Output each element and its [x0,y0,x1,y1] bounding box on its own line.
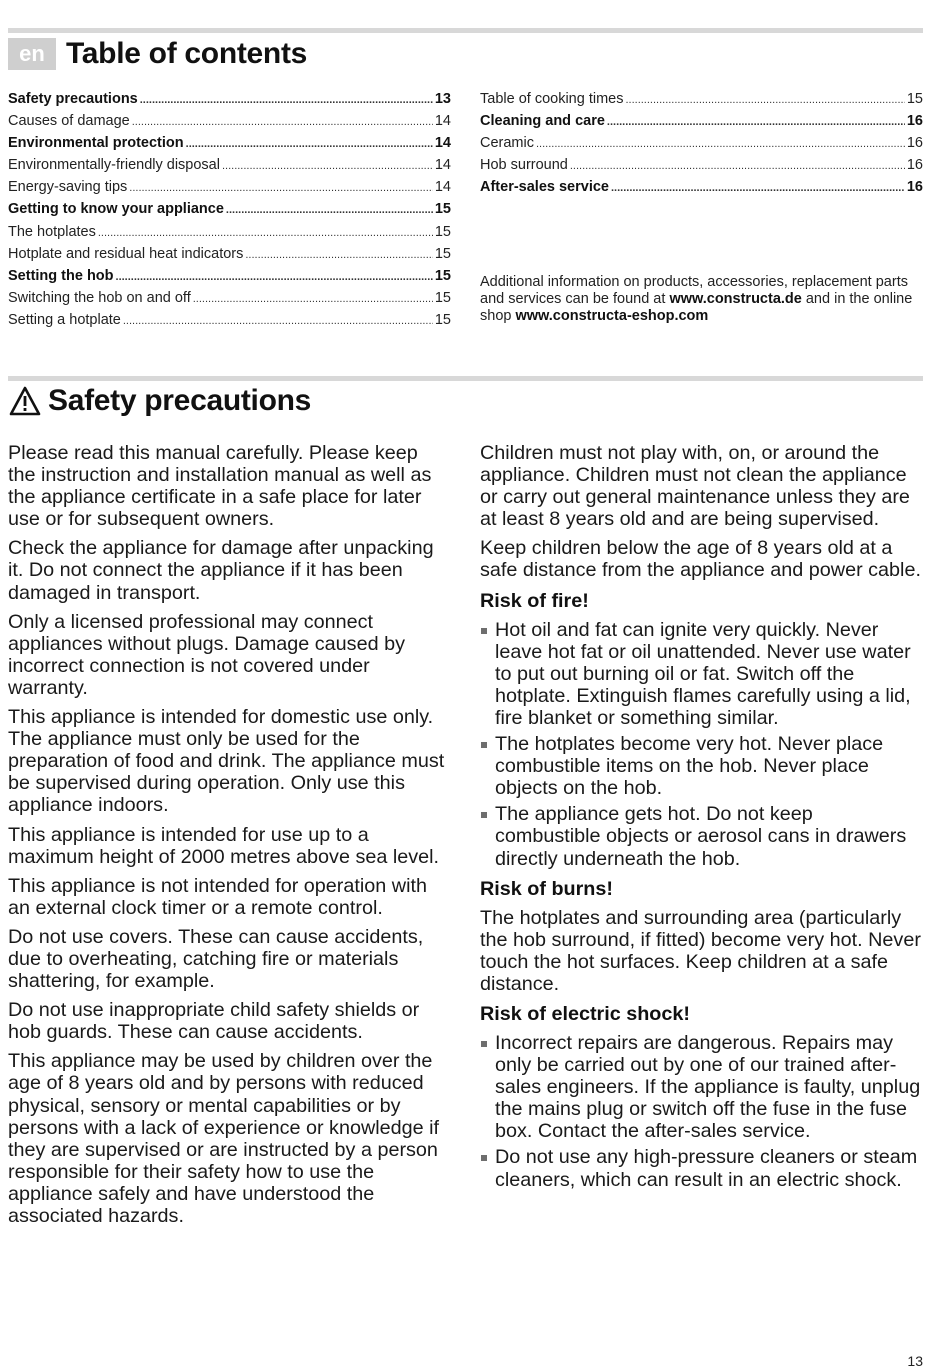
toc-entry-page: 14 [434,179,451,196]
bullet-item: The hotplates become very hot. Never place combustible items on the hob. Never place objects on the hob. [480,733,922,799]
toc-entry[interactable] [480,91,923,113]
risk-of-burns-heading: Risk of burns! [480,877,613,900]
safety-paragraph: Do not use inappropriate child safety shields or hob guards. These can cause accidents. [8,999,420,1044]
toc-leader-dots [129,182,433,194]
toc-leader-dots [140,94,433,106]
info-text-middle: and in the online shop [480,291,913,324]
safety-paragraph: This appliance is intended for use up to a maximum height of 2000 metres above sea level. [8,823,440,868]
toc-entry[interactable] [8,224,451,246]
warning-triangle-icon [8,385,42,417]
toc-leader-dots [116,271,433,283]
toc-entry[interactable] [480,157,923,179]
toc-entry-page: 15 [434,201,451,218]
toc-leader-dots [607,116,905,128]
risk-of-fire-heading: Risk of fire! [480,589,589,612]
safety-paragraph: Children must not play with, on, or around the appliance. Children must not clean the appliance or carry out general maintenance unless they are at least 8 years old and are being supervised. [480,442,910,531]
toc-entry[interactable] [8,179,451,201]
toc-entry-page: 16 [906,157,923,174]
toc-leader-dots [226,204,433,216]
safety-header [8,384,311,418]
toc-leader-dots [193,293,433,305]
toc-entry-label: Setting a hotplate [8,311,121,328]
safety-paragraph: Check the appliance for damage after unpacking it. Do not connect the appliance if it has been damaged in transport. [8,537,434,604]
toc-entry-page: 16 [906,179,923,196]
top-rule [8,28,923,33]
safety-title: Safety precautions [48,384,312,417]
toc-entry[interactable] [8,135,451,157]
additional-info [480,274,925,325]
info-text-before: Additional information on products, accessories, replacement parts and services can be found at [480,274,908,307]
toc-entry-page: 15 [434,311,451,328]
toc-left-column [8,91,451,334]
safety-paragraph: Please read this manual carefully. Please keep the instruction and installation manual as well as the appliance certificate in a safe place for later use or for subsequent owners. [8,442,432,531]
toc-entry[interactable] [8,201,451,223]
toc-entry-label: Environmental protection [8,135,184,152]
toc-leader-dots [98,227,433,239]
risk-of-burns-text: The hotplates and surrounding area (particularly the hob surround, if fitted) become very hot. Never touch the hot surfaces. Keep children at a safe distance. [480,906,921,995]
toc-entry[interactable] [480,135,923,157]
toc-entry-label: After-sales service [480,179,609,196]
toc-entry[interactable] [8,157,451,179]
toc-right-column [480,91,923,201]
toc-entry-page: 15 [434,267,451,284]
safety-paragraph: This appliance is intended for domestic use only. The appliance must only be used for the preparation of food and drink. The appliance must be supervised during operation. Only use this appliance indoors. [8,706,445,817]
risk-of-fire-list [480,619,922,870]
toc-entry[interactable] [480,113,923,135]
risk-of-electric-shock-heading: Risk of electric shock! [480,1002,690,1025]
toc-entry-label: Hotplate and residual heat indicators [8,245,244,262]
toc-entry-page: 15 [434,289,451,306]
risk-of-electric-shock-list [480,1032,922,1191]
toc-header [8,38,307,70]
toc-leader-dots [245,249,432,261]
bullet-item: Hot oil and fat can ignite very quickly. Never leave hot fat or oil unattended. Never use water to put out burning oil or fat. Switch off the hotplate. Extinguish flames carefully using a lid, fire blanket or something similar. [480,619,922,729]
toc-leader-dots [625,94,904,106]
toc-leader-dots [132,116,433,128]
bullet-item: Do not use any high-pressure cleaners or steam cleaners, which can result in an electric shock. [480,1146,922,1190]
toc-entry[interactable] [8,312,451,334]
toc-entry-page: 14 [434,157,451,174]
eshop-link[interactable]: www.constructa-eshop.com [515,308,709,324]
toc-entry[interactable] [480,179,923,201]
toc-entry-label: Cleaning and care [480,113,605,130]
toc-entry[interactable] [8,246,451,268]
toc-leader-dots [611,182,905,194]
toc-entry-page: 14 [434,113,451,130]
toc-leader-dots [222,160,433,172]
toc-entry-label: Energy-saving tips [8,179,128,196]
toc-entry-page: 16 [906,135,923,152]
safety-paragraph: This appliance may be used by children over the age of 8 years old and by persons with reduced physical, sensory or mental capabilities or by persons with a lack of experience or knowledge if they are supervised or are instructed by a person responsible for their safety how to use the appliance safely and have understood the associated hazards. [8,1050,440,1227]
toc-leader-dots [570,160,905,172]
section-rule [8,376,923,381]
safety-paragraph: This appliance is not intended for operation with an external clock timer or a remote control. [8,874,427,919]
toc-title: Table of contents [66,37,308,70]
toc-entry-page: 15 [434,223,451,240]
safety-paragraph: Keep children below the age of 8 years old at a safe distance from the appliance and power cable. [480,537,921,582]
toc-entry-label: Setting the hob [8,267,114,284]
right-intro [480,442,922,582]
safety-paragraph: Only a licensed professional may connect appliances without plugs. Damage caused by incorrect connection is not covered under warranty. [8,610,405,699]
language-badge: en [8,38,56,70]
toc-entry-label: Hob surround [480,157,568,174]
toc-entry-label: The hotplates [8,223,96,240]
toc-leader-dots [123,315,433,327]
toc-entry-page: 15 [906,91,923,107]
bullet-item: The appliance gets hot. Do not keep combustible objects or aerosol cans in drawers directly underneath the hob. [480,803,922,869]
toc-entry-label: Safety precautions [8,91,138,107]
bullet-item: Incorrect repairs are dangerous. Repairs may only be carried out by one of our trained after-sales engineers. If the appliance is faulty, unplug the mains plug or switch off the fuse in the fuse box. Contact the after-sales service. [480,1032,922,1142]
toc-entry-page: 14 [434,135,451,152]
toc-entry-label: Switching the hob on and off [8,289,191,306]
toc-entry-label: Environmentally-friendly disposal [8,157,220,174]
toc-entry-label: Table of cooking times [480,91,624,107]
safety-right-column [480,442,922,1198]
toc-entry-page: 15 [434,245,451,262]
toc-entry-label: Getting to know your appliance [8,201,224,218]
toc-entry[interactable] [8,113,451,135]
toc-entry-label: Causes of damage [8,113,130,130]
toc-entry[interactable] [8,268,451,290]
toc-entry-page: 13 [434,91,451,107]
toc-leader-dots [536,138,905,150]
safety-paragraph: Do not use covers. These can cause accidents, due to overheating, catching fire or materials shattering, for example. [8,925,424,993]
page-number: 13 [907,1353,923,1369]
toc-entry[interactable] [8,91,451,113]
toc-entry-page: 16 [906,113,923,130]
toc-leader-dots [186,138,433,150]
toc-entry[interactable] [8,290,451,312]
toc-entry-label: Ceramic [480,135,534,152]
safety-left-column [8,442,450,1234]
website-link[interactable]: www.constructa.de [669,291,802,307]
